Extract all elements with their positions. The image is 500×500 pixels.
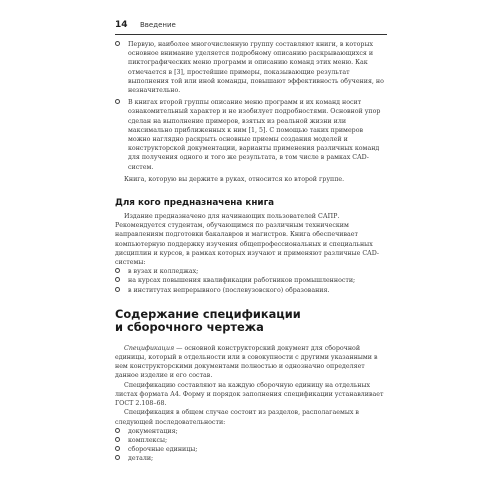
circle-bullet-icon [115,446,120,451]
list-item [115,267,387,276]
list-item [115,454,387,463]
paragraph: Издание предназначено для начинающих пользователей САПР. Рекомендуется студентам, обучающимся по различным техническим направлениям подготовки бакалавров и магистров. Книга обеспечивает компьютерную поддержку изучения общепрофессиональных и специальных дисциплин и курсов, в рамках которых изучают и применяют различные CAD-системы: [115,213,380,267]
circle-bullet-icon [115,41,120,46]
list-item-text: В книгах второй группы описание меню программ и их команд носит ознакомительный характер и не изобилует подробностями. Основной упор сделан на выполнение примеров, взятых из реальной жизни или максимально приближенных к ним [1, 5]. С помощью таких примеров можно наглядно раскрыть основные приемы создания моделей и конструкторской документации, варианты применения различных команд для получения одного и того же результата, в том числе в рамках CAD-систем. [128,99,381,171]
list-item-text: в институтах непрерывного (послевузовского) образования. [128,286,330,294]
list-item-text: комплексы; [128,436,168,444]
circle-bullet-icon [115,428,120,433]
paragraph: Спецификацию составляют на каждую сборочную единицу на отдельных листах формата А4. Форму и порядок заполнения спецификации устанавливает ГОСТ 2.108–68. [115,381,384,408]
paragraph: Спецификация в общем случае состоит из разделов, располагаемых в следующей последовательности: [115,409,359,426]
list-item-text: документация; [128,427,178,435]
running-section-title: Введение [140,21,176,29]
circle-bullet-icon [115,268,120,273]
circle-bullet-icon [115,437,120,442]
header-rule [115,34,387,35]
list-item [115,286,387,295]
list-item [115,276,387,285]
list-item-text: в вузах и колледжах; [128,268,199,276]
paragraph-text: — основной конструкторский документ для сборочной единицы, который в отдельности или в совокупности с другими указанными в нем конструкторскими документами полностью и однозначно определяет данное изделие и его состав. [115,344,378,380]
list-item [115,436,387,445]
heading-line: Содержание спецификации [115,306,301,321]
list-item [115,445,387,454]
list-item [115,40,387,95]
list-item-text: Первую, наиболее многочисленную группу составляют книги, в которых основное внимание уделяется подробному описанию раскрывающихся и пиктографических меню программ и описанию команд этих меню. Как отмечается в [3], простейшие примеры, показывающие результат выполнения той или иной команды, повышают эффективность обучения, но незначительно. [128,41,384,95]
circle-bullet-icon [115,99,120,104]
paragraph: Книга, которую вы держите в руках, относится ко второй группе. [124,175,345,183]
defined-term: Спецификация [124,344,175,352]
circle-bullet-icon [115,277,120,282]
page-number: 14 [115,20,128,30]
paragraph [115,344,387,381]
circle-bullet-icon [115,287,120,292]
list-item [115,98,387,172]
heading-line: и сборочного чертежа [115,320,264,335]
list-item-text: сборочные единицы; [128,446,198,454]
circle-bullet-icon [115,455,120,460]
list-item-text: на курсах повышения квалификации работников промышленности; [128,277,356,285]
list-item-text: детали; [128,455,154,463]
page-body [115,40,387,464]
section-heading-spec [115,308,387,335]
page-header [115,20,387,36]
section-heading-audience: Для кого предназначена книга [115,198,275,209]
list-item [115,427,387,436]
